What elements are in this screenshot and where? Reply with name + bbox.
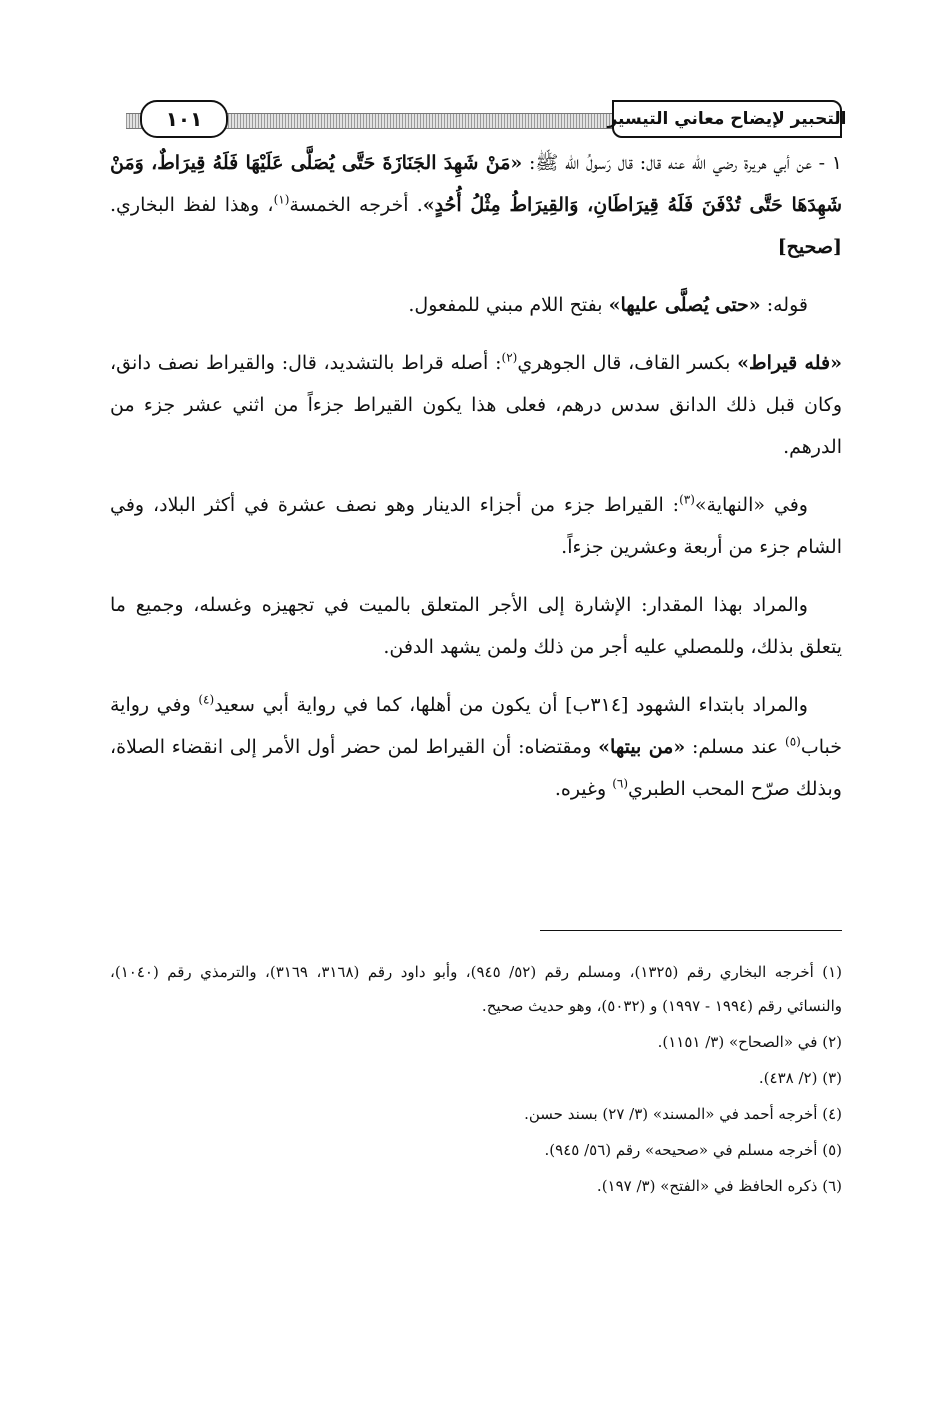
footnote-ref: (١) — [273, 192, 290, 207]
commentary-paragraph: «فله قيراط» بكسر القاف، قال الجوهري$^{(٢)}$: أصله قراط بالتشديد، قال: والقيراط نصف دانق، وكان قبل ذلك الدانق سدس درهم، فعلى هذا يكون القيراط جزءاً من اثني عشر جزء من الدرهم. — [110, 350, 842, 458]
running-header — [118, 100, 847, 140]
footnote: (٥) أخرجه مسلم في «صحيحه» رقم (٥٦/ ٩٤٥). — [544, 1141, 842, 1159]
footnote: (٢) في «الصحاح» (٣/ ١١٥١). — [657, 1033, 842, 1051]
footnotes — [110, 955, 842, 1205]
book-title: التحبير لإيضاح معاني التيسير — [612, 100, 842, 138]
footnote-separator — [540, 930, 842, 931]
hadith-paragraph: ١ - عن أبي هريرة رضي الله عنه قال: قال رَسولُ الله ﷺ: «مَنْ شَهِدَ الجَنَازَةَ حَتَّى يُصَلَّى عَلَيْهَا فَلَهُ قِيرَاطٌ، وَمَنْ شَهِدَهَا حَتَّى تُدْفَنَ فَلَهُ قِيرَاطَانِ، وَالقِيرَاطُ مِثْلُ أُحُدٍ». أخرجه الخمسة$^{(١)}$، وهذا لفظ البخاري. [صحيح] — [110, 152, 843, 258]
footnote: (٦) ذكره الحافظ في «الفتح» (٣/ ١٩٧). — [596, 1177, 842, 1195]
footnote-ref: (٦) — [612, 776, 629, 791]
commentary-paragraph: وفي «النهاية»$^{(٣)}$: القيراط جزء من أجزاء الدينار وهو نصف عشرة في أكثر البلاد، وفي الشام جزء من أربعة وعشرين جزءاً. — [110, 492, 842, 558]
footnote-ref: (٣) — [679, 492, 695, 507]
footnote-ref: (٥) — [785, 734, 801, 749]
grade-label: [صحيح] — [777, 236, 842, 258]
commentary-paragraph: والمراد بابتداء الشهود [٣١٤ب] أن يكون من أهلها، كما في رواية أبي سعيد$^{(٤)}$ وفي رواية خباب$^{(٥)}$ عند مسلم: «من بيتها» ومقتضاه: أن القيراط لمن حضر أول الأمر إلى انقضاء الصلاة، وبذلك صرّح المحب الطبري$^{(٦)}$ وغيره. — [110, 692, 843, 800]
footnote: (١) أخرجه البخاري رقم (١٣٢٥)، ومسلم رقم (٥٢/ ٩٤٥)، وأبو داود رقم (٣١٦٨، ٣١٦٩)، والترمذي رقم (١٠٤٠)، والنسائي رقم (١٩٩٤ - ١٩٩٧) و (٥٠٣٢)، وهو حديث صحيح. — [110, 963, 843, 1015]
commentary-paragraph: قوله: «حتى يُصلَّى عليها» بفتح اللام مبني للمفعول. — [408, 294, 808, 316]
footnote: (٣) (٢/ ٤٣٨). — [758, 1069, 842, 1087]
footnote-ref: (٢) — [501, 350, 518, 365]
commentary-paragraph: والمراد بهذا المقدار: الإشارة إلى الأجر المتعلق بالميت في تجهيزه وغسله، وجميع ما يتعلق بذلك، وللمصلي عليه أجر من ذلك ولمن يشهد الدفن. — [110, 594, 842, 658]
page-number: ١٠١ — [140, 100, 228, 138]
footnote-ref: (٤) — [198, 692, 215, 707]
footnote: (٤) أخرجه أحمد في «المسند» (٣/ ٢٧) بسند حسن. — [524, 1105, 842, 1123]
main-text — [110, 142, 842, 826]
